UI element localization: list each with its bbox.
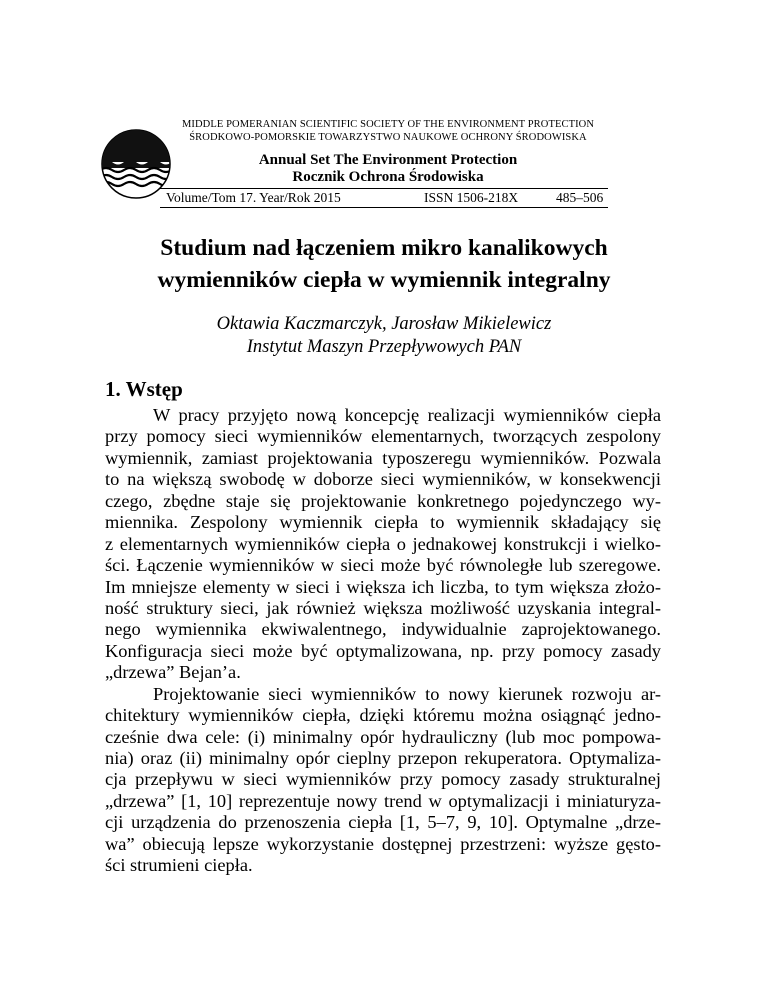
text-line: „drzewa” Bejan’a. bbox=[105, 662, 241, 683]
title-line-2: wymienników ciepła w wymiennik integralny bbox=[157, 267, 611, 293]
author-block bbox=[80, 313, 688, 359]
text-line: ści strumieni ciepła. bbox=[105, 855, 253, 876]
header-rule-top bbox=[160, 188, 608, 189]
volume-year: Volume/Tom 17. Year/Rok 2015 bbox=[166, 190, 341, 205]
section-heading: 1. Wstęp bbox=[105, 377, 183, 401]
text-line: Im mniejsze elementy w sieci i większa ich liczba, to tym większa złożo- bbox=[105, 576, 661, 597]
text-line: W pracy przyjęto nową koncepcję realizacji wymienników ciepła bbox=[153, 405, 661, 425]
paragraph-1 bbox=[105, 405, 661, 684]
text-line: to na większą swobodę w doborze sieci wymienników, w konsekwencji bbox=[105, 469, 661, 490]
text-line: cja przepływu w sieci wymienników przy pomocy zasady strukturalnej bbox=[105, 769, 661, 790]
text-line: Konfiguracja sieci może być optymalizowana, np. przy pomocy zasady bbox=[105, 640, 661, 661]
text-line: czego, zbędne staje się projektowanie konkretnego pojedynczego wy- bbox=[105, 490, 661, 511]
text-line: nia) oraz (ii) minimalny opór cieplny przepon rekuperatora. Optymaliza- bbox=[105, 748, 661, 768]
society-name-en: MIDDLE POMERANIAN SCIENTIFIC SOCIETY OF THE ENVIRONMENT PROTECTION bbox=[181, 119, 595, 130]
issn: ISSN 1506-218X bbox=[424, 190, 519, 205]
affiliation: Instytut Maszyn Przepływowych PAN bbox=[246, 337, 522, 357]
text-line: ność struktury sieci, jak również większa możliwość uzyskania integral- bbox=[105, 597, 661, 618]
section-body bbox=[105, 405, 661, 877]
text-line: cześnie dwa cele: (i) minimalny opór hydrauliczny (lub moc pompowa- bbox=[105, 726, 661, 747]
text-line: chitektury wymienników ciepła, dzięki któremu można osiągnąć jedno- bbox=[105, 705, 661, 726]
text-line: miennika. Zespolony wymiennik ciepła to wymiennik składający się bbox=[105, 512, 661, 533]
authors: Oktawia Kaczmarczyk, Jarosław Mikielewicz bbox=[216, 314, 552, 334]
text-line: nego wymiennika ekwiwalentnego, indywidualnie zaprojektowanego. bbox=[105, 619, 661, 640]
paragraph-2 bbox=[105, 684, 661, 877]
text-line: „drzewa” [1, 10] reprezentuje nowy trend w optymalizacji i miniaturyza- bbox=[105, 790, 661, 811]
text-line: wymiennik, zamiast projektowania typoszeregu wymienników. Pozwala bbox=[105, 447, 661, 468]
society-logo-icon bbox=[100, 128, 172, 200]
title-line-1: Studium nad łączeniem mikro kanalikowych bbox=[160, 235, 608, 261]
article-title bbox=[80, 232, 688, 296]
text-line: z elementarnych wymienników ciepła o jednakowej konstrukcji i wielko- bbox=[105, 533, 661, 554]
text-line: ści. Łączenie wymienników w sieci może być równoległe lub szeregowe. bbox=[105, 555, 661, 576]
text-line: przy pomocy sieci wymienników elementarnych, tworzących zespolony bbox=[105, 426, 661, 447]
page-range: 485–506 bbox=[556, 190, 604, 205]
header-rule-bottom bbox=[160, 207, 608, 208]
text-line: wa” obiecują lepsze wykorzystanie dostępnej przestrzeni: wyższe gęsto- bbox=[105, 833, 661, 854]
text-line: Projektowanie sieci wymienników to nowy kierunek rozwoju ar- bbox=[153, 683, 661, 704]
society-name-pl: ŚRODKOWO-POMORSKIE TOWARZYSTWO NAUKOWE OCHRONY ŚRODOWISKA bbox=[189, 132, 587, 143]
text-line: cji urządzenia do przenoszenia ciepła [1, 5–7, 9, 10]. Optymalne „drze- bbox=[105, 812, 661, 833]
journal-title-en: Annual Set The Environment Protection bbox=[258, 152, 518, 168]
journal-title-pl: Rocznik Ochrona Środowiska bbox=[292, 169, 484, 185]
